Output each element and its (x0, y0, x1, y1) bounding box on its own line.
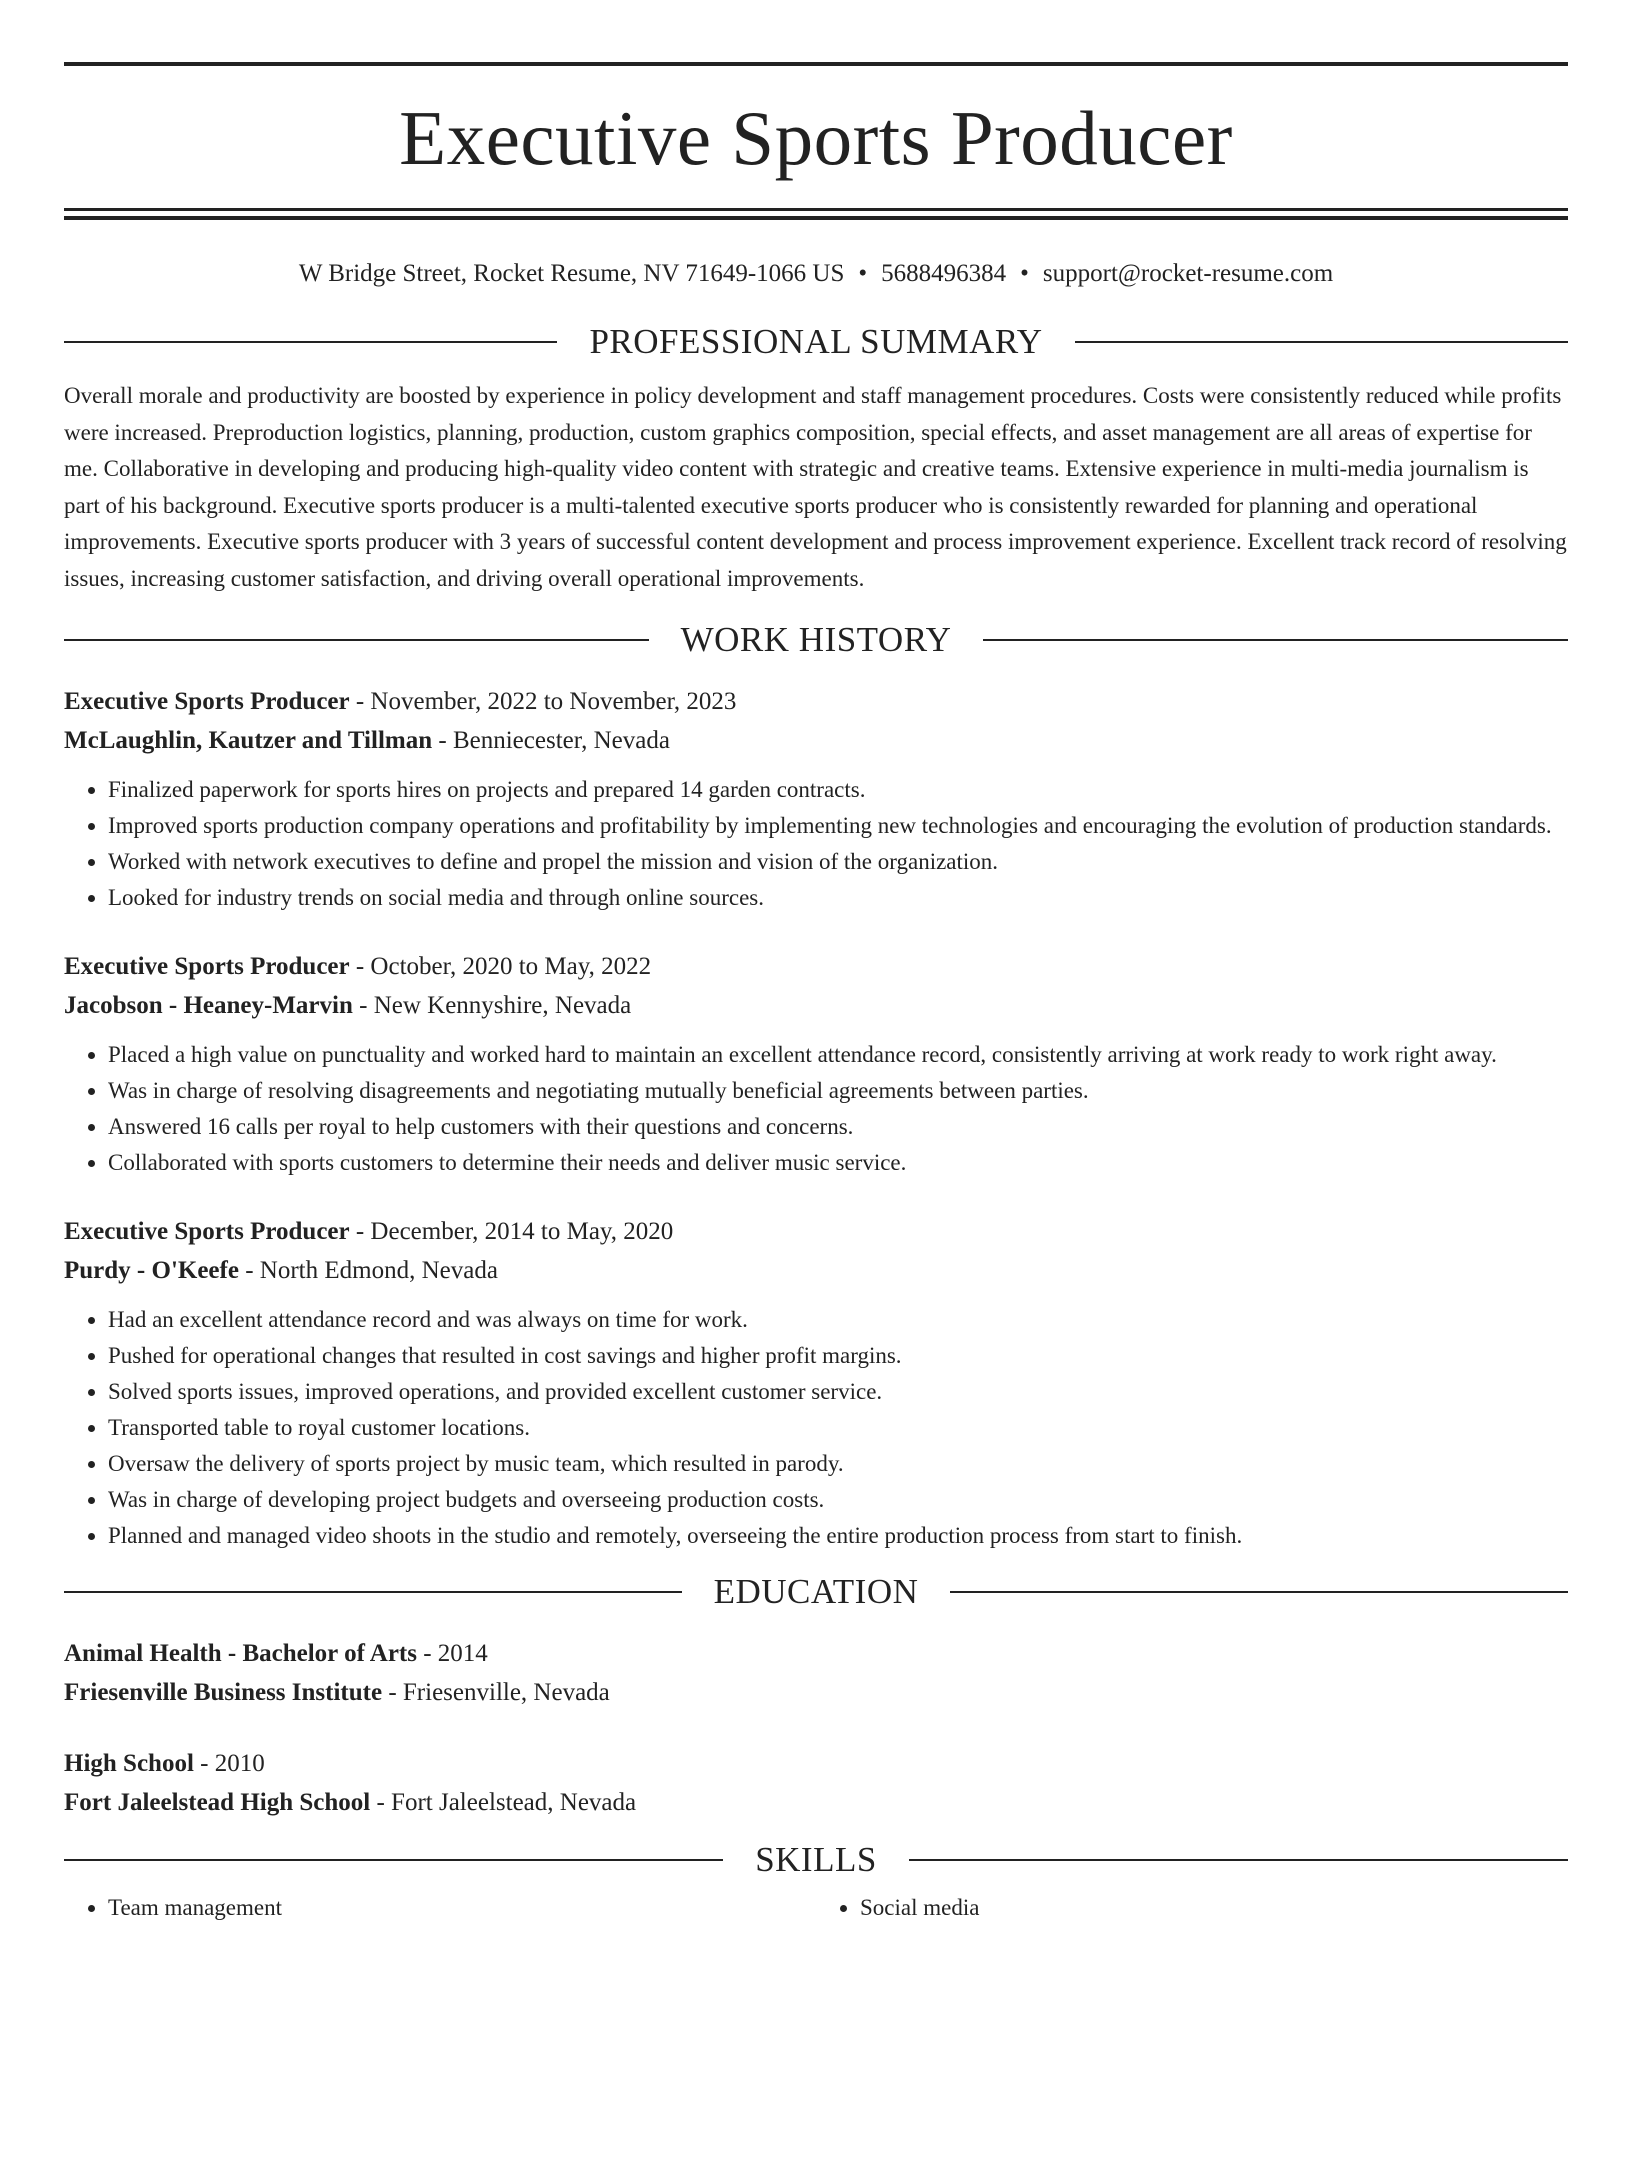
skills-section-header (64, 1838, 1568, 1882)
job-bullet: • Was in charge of developing project budgets and overseeing production costs. (108, 1482, 1568, 1518)
school-line (64, 1783, 1568, 1822)
contact-phone: 5688496384 (881, 260, 1007, 287)
degree-year: - 2014 (416, 1639, 488, 1667)
job-location: - New Kennyshire, Nevada (352, 991, 632, 1019)
section-rule (1075, 341, 1568, 343)
contact-separator: • (1020, 260, 1029, 287)
degree-line (64, 1744, 1568, 1783)
job-bullet: • Was in charge of resolving disagreements and negotiating mutually beneficial agreements between parties. (108, 1073, 1568, 1109)
contact-email[interactable]: support@rocket-resume.com (1042, 260, 1334, 287)
job-bullet: • Improved sports production company operations and profitability by implementing new technologies and encouraging the evolution of production standards. (108, 808, 1568, 844)
summary-section-header (64, 320, 1568, 364)
job-bullet: • Solved sports issues, improved operations, and provided excellent customer service. (108, 1374, 1568, 1410)
contact-separator: • (858, 260, 868, 287)
job-bullet: • Transported table to royal customer locations. (108, 1410, 1568, 1446)
summary-text: Overall morale and productivity are boosted by experience in policy development and staff management procedures. Costs were consistently reduced while profits were increased. Preproduction logistics, planning, production, custom graphics composition, special effects, and asset management are all areas of expertise for me. Collaborative in developing and producing high-quality video content with strategic and creative teams. Extensive experience in multi-media journalism is part of his background. Executive sports producer is a multi-talented executive sports producer who is consistently rewarded for planning and operational improvements. Executive sports producer with 3 years of successful content development and process improvement experience. Excellent track record of resolving issues, increasing customer satisfaction, and driving overall operational improvements. (64, 383, 1567, 591)
job-company-line (64, 986, 1568, 1025)
job-bullet: • Worked with network executives to define and propel the mission and vision of the organization. (108, 844, 1568, 880)
skills-column-left (64, 1890, 816, 1926)
job-bullet: • Collaborated with sports customers to determine their needs and deliver music service. (108, 1145, 1568, 1181)
skills-section-title: SKILLS (755, 1839, 877, 1879)
job-company: McLaughlin, Kautzer and Tillman (64, 726, 433, 754)
section-rule (64, 1591, 682, 1593)
job-bullet: • Pushed for operational changes that resulted in cost savings and higher profit margins. (108, 1338, 1568, 1374)
section-rule (950, 1591, 1568, 1593)
job-company-line (64, 721, 1568, 760)
degree-year: - 2010 (193, 1749, 265, 1777)
contact-line (64, 256, 1568, 292)
section-rule (64, 639, 649, 641)
summary-section-title: PROFESSIONAL SUMMARY (589, 322, 1043, 361)
job-bullet: • Oversaw the delivery of sports project by music team, which resulted in parody. (108, 1446, 1568, 1482)
job-title-line (64, 1212, 1568, 1251)
job-title: Executive Sports Producer (64, 952, 350, 980)
resume-page (0, 62, 1632, 2174)
job-bullets (64, 1037, 1568, 1181)
job-company: Purdy - O'Keefe (64, 1256, 239, 1284)
job-location: - Benniecester, Nevada (432, 726, 670, 754)
education-section-title: EDUCATION (713, 1571, 919, 1611)
job-location: - North Edmond, Nevada (238, 1256, 498, 1284)
work-section-title: WORK HISTORY (680, 619, 952, 659)
degree: High School (64, 1749, 194, 1777)
section-rule (64, 341, 557, 343)
job-title: Executive Sports Producer (64, 1217, 350, 1245)
skill-item: • Team management (108, 1890, 816, 1926)
job-title: Executive Sports Producer (64, 687, 350, 715)
school: Friesenville Business Institute (64, 1678, 383, 1706)
job-title-line (64, 947, 1568, 986)
job-bullet: • Finalized paperwork for sports hires on projects and prepared 14 garden contracts. (108, 772, 1568, 808)
job-bullets (64, 772, 1568, 916)
section-rule (909, 1859, 1568, 1861)
job-dates: - December, 2014 to May, 2020 (349, 1217, 674, 1245)
job-entry (64, 1212, 1568, 1554)
top-rule (64, 62, 1568, 66)
job-entry (64, 947, 1568, 1181)
job-company: Jacobson - Heaney-Marvin (64, 991, 353, 1019)
degree-line (64, 1634, 1568, 1673)
education-entry (64, 1744, 1568, 1822)
education-entry (64, 1634, 1568, 1712)
job-bullet: • Planned and managed video shoots in the studio and remotely, overseeing the entire production process from start to finish. (108, 1518, 1568, 1554)
resume-name: Executive Sports Producer (399, 95, 1233, 181)
job-entry (64, 682, 1568, 916)
job-dates: - November, 2022 to November, 2023 (349, 687, 737, 715)
school-location: - Fort Jaleelstead, Nevada (370, 1788, 637, 1816)
skills-list (64, 1890, 1568, 1926)
job-title-line (64, 682, 1568, 721)
header-double-rule (64, 208, 1568, 220)
job-bullet: • Placed a high value on punctuality and worked hard to maintain an excellent attendance record, consistently arriving at work ready to work right away. (108, 1037, 1568, 1073)
job-bullets (64, 1302, 1568, 1554)
degree: Animal Health - Bachelor of Arts (64, 1639, 417, 1667)
job-company-line (64, 1251, 1568, 1290)
education-section-header (64, 1570, 1568, 1614)
skills-column-right (816, 1890, 1568, 1926)
skill-item: • Social media (860, 1890, 1568, 1926)
job-bullet: • Answered 16 calls per royal to help customers with their questions and concerns. (108, 1109, 1568, 1145)
school: Fort Jaleelstead High School (64, 1788, 371, 1816)
section-rule (64, 1859, 723, 1861)
work-section-header (64, 618, 1568, 662)
job-bullet: • Had an excellent attendance record and was always on time for work. (108, 1302, 1568, 1338)
job-bullet: • Looked for industry trends on social media and through online sources. (108, 880, 1568, 916)
school-line (64, 1673, 1568, 1712)
school-location: - Friesenville, Nevada (382, 1678, 610, 1706)
job-dates: - October, 2020 to May, 2022 (349, 952, 652, 980)
section-rule (983, 639, 1568, 641)
contact-address: W Bridge Street, Rocket Resume, NV 71649-1066 US (298, 260, 845, 287)
